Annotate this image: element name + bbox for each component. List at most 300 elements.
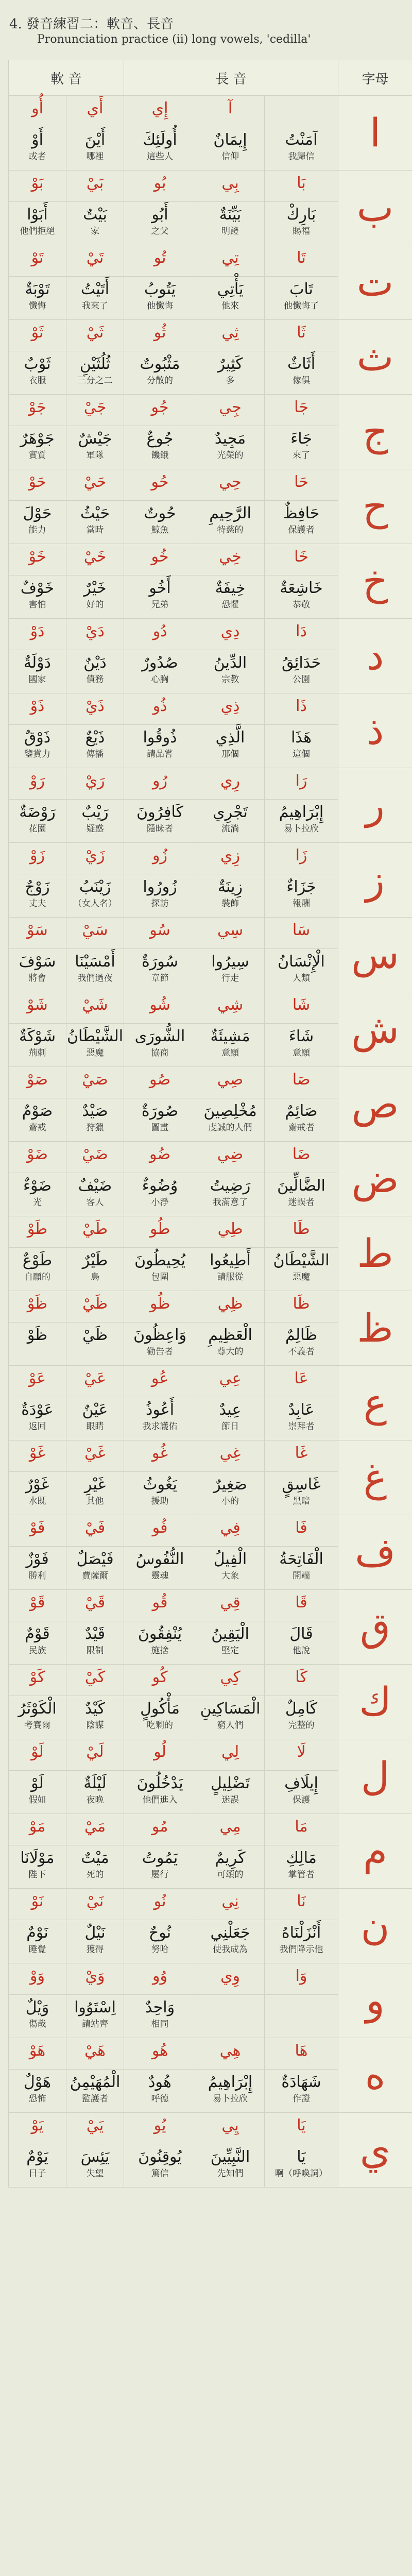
syllable-text: ثَيْ xyxy=(86,324,104,342)
syllable-text: صُو xyxy=(149,1071,170,1089)
syllable-text: فِي xyxy=(220,1519,241,1537)
letter-cell xyxy=(338,1067,412,1142)
chinese-gloss: 我滿意了 xyxy=(213,1197,248,1208)
arabic-word: الشَّيْطَانُ xyxy=(273,1251,330,1269)
arabic-word: كَيْدٌ xyxy=(84,1700,106,1718)
arabic-word: خَوْفٌ xyxy=(20,579,55,597)
arabic-word: صَغِيرٌ xyxy=(213,1476,247,1494)
arabic-word: غَاسِقٍ xyxy=(282,1476,321,1494)
word-cell xyxy=(196,2144,265,2188)
arabic-word: الشَّيْطَانُ xyxy=(66,1027,124,1045)
syllable-cell xyxy=(66,1366,124,1397)
syllable-cell xyxy=(66,1440,124,1472)
letter-cell xyxy=(338,1739,412,1814)
syllable-text: مُو xyxy=(151,1818,168,1836)
syllable-text: عِي xyxy=(219,1369,242,1387)
chinese-gloss: 鑒賞力 xyxy=(24,749,50,759)
syllable-text: ذِي xyxy=(220,697,240,715)
chinese-gloss: 我們過夜 xyxy=(77,973,113,984)
syllable-cell xyxy=(66,1814,124,1845)
syllable-text: رَيْ xyxy=(85,772,105,790)
syllable-text: ثَا xyxy=(297,324,306,342)
syllable-text: نَيْ xyxy=(86,1892,104,1910)
word-cell xyxy=(124,351,196,395)
chinese-gloss: 崇拜者 xyxy=(288,1421,315,1432)
word-cell xyxy=(124,650,196,693)
chinese-gloss: 探訪 xyxy=(151,899,169,909)
syllable-text: شَيْ xyxy=(82,996,108,1014)
syllable-text: خِي xyxy=(219,548,242,566)
letter-cell xyxy=(338,1142,412,1216)
syllable-cell xyxy=(9,96,66,127)
chinese-gloss: 屢行 xyxy=(151,1870,169,1880)
syllable-cell xyxy=(124,992,196,1024)
syllable-row xyxy=(9,1739,412,1771)
chinese-gloss: 勸告者 xyxy=(147,1347,174,1357)
arabic-word: ذُوقُوا xyxy=(143,728,177,747)
syllable-text: نَوْ xyxy=(31,1892,44,1910)
syllable-text: بِي xyxy=(221,174,239,192)
word-cell xyxy=(265,2070,338,2113)
chinese-gloss: 他們拒絕 xyxy=(20,226,55,236)
letter-cell xyxy=(338,1665,412,1739)
syllable-cell xyxy=(265,320,338,351)
chinese-gloss: 自願的 xyxy=(24,1272,50,1282)
word-cell xyxy=(196,2070,265,2113)
word-cell xyxy=(196,650,265,693)
chinese-gloss: 睡覺 xyxy=(28,1944,46,1955)
syllable-text: فُو xyxy=(152,1519,168,1537)
syllable-row xyxy=(9,171,412,202)
word-cell xyxy=(196,351,265,395)
word-cell xyxy=(265,501,338,544)
syllable-row xyxy=(9,469,412,501)
arabic-word: الضَّالِّينَ xyxy=(277,1177,325,1195)
syllable-cell xyxy=(66,96,124,127)
syllable-text: خَا xyxy=(294,548,308,566)
arabic-word: الْفَاتِحَةُ xyxy=(279,1550,323,1568)
syllable-text: رُو xyxy=(152,772,167,790)
arabic-word: أُولَئِكَ xyxy=(143,131,177,149)
syllable-cell xyxy=(9,1739,66,1771)
syllable-text: طَوْ xyxy=(27,1220,48,1238)
letter-cell xyxy=(338,2113,412,2188)
syllable-row xyxy=(9,1440,412,1472)
syllable-text: ذَيْ xyxy=(85,697,105,715)
word-cell xyxy=(9,1248,66,1291)
word-cell xyxy=(124,1173,196,1216)
syllable-text: شَوْ xyxy=(27,996,48,1014)
syllable-cell xyxy=(9,1291,66,1323)
syllable-cell xyxy=(66,693,124,725)
chinese-gloss: 呼德 xyxy=(151,2094,169,2104)
chinese-gloss: 之父 xyxy=(151,226,169,236)
arabic-word: دَوْلَةٌ xyxy=(23,654,52,672)
word-cell xyxy=(9,1547,66,1590)
syllable-row xyxy=(9,96,412,127)
arabic-word: غَوْرٌ xyxy=(25,1476,49,1494)
word-cell xyxy=(124,1696,196,1739)
chinese-gloss: 心胸 xyxy=(151,674,169,685)
word-cell xyxy=(265,1547,338,1590)
syllable-cell xyxy=(196,1515,265,1547)
chinese-gloss: 裝飾 xyxy=(221,899,239,909)
syllable-cell xyxy=(265,992,338,1024)
word-cell xyxy=(124,501,196,544)
syllable-cell xyxy=(265,1814,338,1845)
syllable-text: قَيْ xyxy=(84,1594,106,1612)
word-cell xyxy=(265,202,338,245)
syllable-cell xyxy=(124,2038,196,2070)
arabic-word: جَوْهَرٌ xyxy=(20,430,55,448)
word-cell xyxy=(124,1323,196,1366)
syllable-text: زِي xyxy=(220,846,240,865)
letter-cell xyxy=(338,1216,412,1291)
syllable-text: فَوْ xyxy=(29,1519,45,1537)
arabic-word: الدِّينُ xyxy=(213,654,247,672)
arabic-word: قَيْدٌ xyxy=(84,1625,106,1643)
letter-glyph: و xyxy=(366,1977,385,2023)
word-cell xyxy=(66,202,124,245)
chinese-gloss: 傢俱 xyxy=(293,376,311,386)
syllable-cell xyxy=(124,1739,196,1771)
word-cell xyxy=(66,1248,124,1291)
arabic-word: صُدُورٌ xyxy=(142,654,178,672)
syllable-cell xyxy=(9,2038,66,2070)
chinese-gloss: 明證 xyxy=(221,226,239,236)
arabic-word: الشُّورَى xyxy=(134,1027,185,1045)
word-cell xyxy=(124,2144,196,2188)
practice-table xyxy=(8,60,412,2188)
syllable-text: ثُو xyxy=(153,324,166,342)
chinese-gloss: 請品嘗 xyxy=(147,749,174,759)
arabic-word: أَتَيْتُ xyxy=(80,280,110,298)
syllable-text: ذُو xyxy=(152,697,167,715)
letter-glyph: ض xyxy=(351,1156,399,1201)
syllable-row xyxy=(9,693,412,725)
arabic-word: مُخْلِصِينَ xyxy=(203,1102,257,1120)
chinese-gloss: 努哈 xyxy=(151,1944,169,1955)
syllable-cell xyxy=(265,1515,338,1547)
syllable-cell xyxy=(196,245,265,277)
chinese-gloss: 債務 xyxy=(86,674,104,685)
soft-sound-header: 軟 音 xyxy=(9,60,124,96)
syllable-cell xyxy=(9,1889,66,1920)
syllable-text: زَوْ xyxy=(30,846,45,865)
syllable-cell xyxy=(66,2113,124,2144)
arabic-word: يَدْخُلُونَ xyxy=(136,1774,183,1792)
word-cell xyxy=(124,2070,196,2113)
syllable-text: جُو xyxy=(151,398,169,416)
letter-glyph: ق xyxy=(360,1604,390,1650)
syllable-cell xyxy=(124,544,196,575)
word-cell xyxy=(124,202,196,245)
syllable-text: كَيْ xyxy=(84,1668,106,1686)
letter-glyph: د xyxy=(366,633,384,679)
word-cell xyxy=(265,277,338,320)
word-cell xyxy=(66,426,124,469)
arabic-word: يَوْمٌ xyxy=(26,2148,48,2166)
syllable-text: دَيْ xyxy=(85,622,105,640)
chinese-gloss: 保護者 xyxy=(288,525,315,535)
chinese-gloss: 我來了 xyxy=(82,301,108,311)
syllable-row xyxy=(9,1067,412,1098)
word-cell xyxy=(9,575,66,619)
syllable-cell xyxy=(66,1515,124,1547)
chinese-gloss: 圖畫 xyxy=(151,1123,169,1133)
letter-cell xyxy=(338,1291,412,1366)
chinese-gloss: 先知們 xyxy=(217,2168,244,2179)
chinese-gloss: 恭敬 xyxy=(293,600,311,610)
arabic-word: يُحِيطُونَ xyxy=(134,1251,185,1269)
syllable-cell xyxy=(9,1216,66,1248)
syllable-text: كَا xyxy=(295,1668,307,1686)
arabic-word: يَتُوبُ xyxy=(144,280,176,298)
arabic-word: جَعَلْنِي xyxy=(210,1924,250,1942)
syllable-cell xyxy=(196,693,265,725)
syllable-cell xyxy=(124,1142,196,1173)
syllable-cell xyxy=(124,693,196,725)
syllable-row xyxy=(9,1515,412,1547)
syllable-text: هَوْ xyxy=(29,2042,46,2060)
syllable-text: يُو xyxy=(153,2116,166,2134)
letter-cell xyxy=(338,992,412,1067)
word-cell xyxy=(66,800,124,843)
syllable-text: شِي xyxy=(217,996,244,1014)
arabic-word: مَثْبُوتٌ xyxy=(140,355,180,373)
chinese-gloss: 完整的 xyxy=(288,1720,315,1731)
syllable-cell xyxy=(265,2038,338,2070)
arabic-word: الْيَقِينُ xyxy=(211,1625,249,1643)
chinese-gloss: 黑暗 xyxy=(293,1496,311,1506)
chinese-gloss: 衣服 xyxy=(28,376,46,386)
word-cell xyxy=(66,127,124,171)
chinese-gloss: 那個 xyxy=(221,749,239,759)
chinese-gloss: 害怕 xyxy=(28,600,46,610)
arabic-word: نَيْلٌ xyxy=(84,1924,106,1942)
arabic-word: جَزَاءٌ xyxy=(286,878,316,896)
letter-cell xyxy=(338,619,412,693)
word-cell xyxy=(9,277,66,320)
syllable-cell xyxy=(9,1067,66,1098)
word-cell xyxy=(124,1920,196,1963)
word-cell xyxy=(265,949,338,992)
arabic-word: سُورَةٌ xyxy=(142,953,178,971)
syllable-cell xyxy=(265,1067,338,1098)
syllable-cell xyxy=(196,1366,265,1397)
chinese-gloss: 這些人 xyxy=(147,151,174,162)
arabic-word: هُودٌ xyxy=(148,2073,171,2091)
syllable-text: بَا xyxy=(297,174,306,192)
syllable-text: مَوْ xyxy=(29,1818,46,1836)
syllable-text: عَيْ xyxy=(84,1369,106,1387)
syllable-text: وَا xyxy=(295,1967,307,1985)
syllable-cell xyxy=(124,1067,196,1098)
word-cell xyxy=(196,1323,265,1366)
syllable-text: ظَيْ xyxy=(82,1295,108,1313)
arabic-word: يَأْتِي xyxy=(217,280,244,298)
arabic-word: لَيْلَةٌ xyxy=(83,1774,107,1792)
syllable-text: كَوْ xyxy=(29,1668,45,1686)
word-cell xyxy=(265,1771,338,1814)
chinese-gloss: 監護者 xyxy=(82,2094,108,2104)
chinese-gloss: 陰謀 xyxy=(86,1720,104,1731)
arabic-word: تَوْبَةٌ xyxy=(25,280,50,298)
arabic-word: أَطِيعُوا xyxy=(210,1251,251,1269)
syllable-text: هُو xyxy=(151,2042,168,2060)
syllable-row xyxy=(9,2113,412,2144)
chinese-gloss: 特慈的 xyxy=(217,525,244,535)
chinese-gloss: 恐懼 xyxy=(221,600,239,610)
word-cell xyxy=(265,1323,338,1366)
syllable-cell xyxy=(196,1739,265,1771)
arabic-word: كَامِلٌ xyxy=(285,1700,318,1718)
syllable-text: شُو xyxy=(149,996,170,1014)
arabic-word: ظَيْ xyxy=(82,1326,108,1344)
syllable-cell xyxy=(265,1291,338,1323)
syllable-text: طُو xyxy=(149,1220,170,1238)
arabic-word: صُورَةٌ xyxy=(141,1102,179,1120)
syllable-cell xyxy=(196,1067,265,1098)
syllable-cell xyxy=(265,1142,338,1173)
arabic-word: كَثِيرٌ xyxy=(217,355,243,373)
word-cell xyxy=(9,1920,66,1963)
word-cell xyxy=(124,1397,196,1440)
arabic-word: يَمُوتُ xyxy=(142,1849,178,1867)
chinese-gloss: 保護 xyxy=(293,1795,311,1805)
word-cell xyxy=(196,1397,265,1440)
chinese-gloss: 迷誤 xyxy=(221,1795,239,1805)
letter-glyph: ح xyxy=(362,483,388,529)
syllable-row xyxy=(9,1889,412,1920)
chinese-gloss: 意願 xyxy=(293,1048,311,1058)
syllable-cell xyxy=(196,843,265,874)
chinese-gloss: 虔誠的人們 xyxy=(208,1123,252,1133)
arabic-word: زِينَةٌ xyxy=(218,878,243,896)
arabic-word: دَيْنٌ xyxy=(83,654,107,672)
word-cell xyxy=(196,1024,265,1067)
syllable-cell xyxy=(196,96,265,127)
word-cell xyxy=(9,1771,66,1814)
arabic-word: جَيْشٌ xyxy=(78,430,112,448)
word-cell xyxy=(9,1173,66,1216)
syllable-text: وَيْ xyxy=(85,1967,105,1985)
syllable-text: خَوْ xyxy=(28,548,46,566)
chinese-gloss: 陛下 xyxy=(28,1870,46,1880)
syllable-cell xyxy=(265,693,338,725)
arabic-word: حَافِظٌ xyxy=(283,504,320,522)
syllable-text: زُو xyxy=(152,846,167,865)
arabic-word: صَوْمٌ xyxy=(22,1102,53,1120)
chinese-gloss: 他來 xyxy=(221,301,239,311)
word-cell xyxy=(9,2144,66,2188)
chinese-gloss: 惡魔 xyxy=(293,1272,311,1282)
syllable-cell xyxy=(196,1590,265,1621)
syllable-text: شَا xyxy=(292,996,311,1014)
arabic-word: يَغُوثُ xyxy=(143,1476,177,1494)
chinese-gloss: 鯨魚 xyxy=(151,525,169,535)
arabic-word: تَجْرِي xyxy=(213,803,248,821)
syllable-cell xyxy=(265,245,338,277)
arabic-word: وَيْلٌ xyxy=(25,1998,49,2016)
letter-cell xyxy=(338,843,412,918)
syllable-cell xyxy=(265,1739,338,1771)
word-cell xyxy=(66,949,124,992)
word-cell xyxy=(66,277,124,320)
chinese-gloss: 小的 xyxy=(221,1496,239,1506)
letter-glyph: ف xyxy=(355,1529,396,1575)
syllable-cell xyxy=(66,1889,124,1920)
syllable-cell xyxy=(196,619,265,650)
syllable-text: غُو xyxy=(151,1444,168,1462)
syllable-cell xyxy=(196,1665,265,1696)
chinese-gloss: 章節 xyxy=(151,973,169,984)
word-cell xyxy=(9,426,66,469)
syllable-cell xyxy=(9,992,66,1024)
syllable-cell xyxy=(66,171,124,202)
syllable-cell xyxy=(9,918,66,949)
arabic-word: الْمَسَاكِينِ xyxy=(200,1700,261,1718)
syllable-cell xyxy=(9,320,66,351)
syllable-text: صَا xyxy=(292,1071,311,1089)
syllable-text: ظَوْ xyxy=(27,1295,48,1313)
syllable-row xyxy=(9,544,412,575)
chinese-gloss: 信仰 xyxy=(221,151,239,162)
word-cell xyxy=(66,1845,124,1889)
syllable-text: حُو xyxy=(151,473,169,491)
syllable-cell xyxy=(196,768,265,800)
syllable-row xyxy=(9,1665,412,1696)
syllable-cell xyxy=(124,1963,196,1995)
chinese-gloss: 可頌的 xyxy=(217,1870,244,1880)
arabic-word: غَيْرِ xyxy=(84,1476,106,1494)
syllable-text: جَا xyxy=(294,398,308,416)
chinese-gloss: 光榮的 xyxy=(217,450,244,461)
syllable-text: رَا xyxy=(295,772,307,790)
arabic-word: يَئِسَ xyxy=(80,2148,110,2166)
arabic-word: وَاحِدٌ xyxy=(145,1998,175,2016)
syllable-cell xyxy=(66,992,124,1024)
arabic-word: أَيْنَ xyxy=(84,131,106,149)
word-cell xyxy=(124,1472,196,1515)
syllable-cell xyxy=(66,843,124,874)
letter-glyph: ظ xyxy=(357,1305,393,1351)
word-cell xyxy=(9,874,66,918)
chinese-gloss: 三分之二 xyxy=(77,376,113,386)
syllable-text: نِي xyxy=(221,1892,239,1910)
syllable-cell xyxy=(196,1889,265,1920)
chinese-gloss: 多 xyxy=(226,376,235,386)
letter-glyph: ذ xyxy=(366,707,384,753)
chinese-gloss: 鳥 xyxy=(91,1272,99,1282)
syllable-cell xyxy=(9,693,66,725)
word-cell xyxy=(66,1621,124,1665)
arabic-word: جُوعٌ xyxy=(146,430,174,448)
syllable-text: غَيْ xyxy=(84,1444,106,1462)
word-cell xyxy=(9,1024,66,1067)
syllable-cell xyxy=(9,1590,66,1621)
chinese-gloss: 易卜拉欣 xyxy=(284,824,319,834)
chinese-gloss: 客人 xyxy=(86,1197,104,1208)
syllable-text: بَوْ xyxy=(31,174,44,192)
word-cell xyxy=(66,1771,124,1814)
syllable-cell xyxy=(265,1665,338,1696)
arabic-word: النَّبِيِّينَ xyxy=(210,2148,250,2166)
arabic-word: طَيْرٌ xyxy=(82,1251,108,1269)
word-cell xyxy=(66,874,124,918)
chinese-gloss: 施捨 xyxy=(151,1646,169,1656)
syllable-row xyxy=(9,245,412,277)
